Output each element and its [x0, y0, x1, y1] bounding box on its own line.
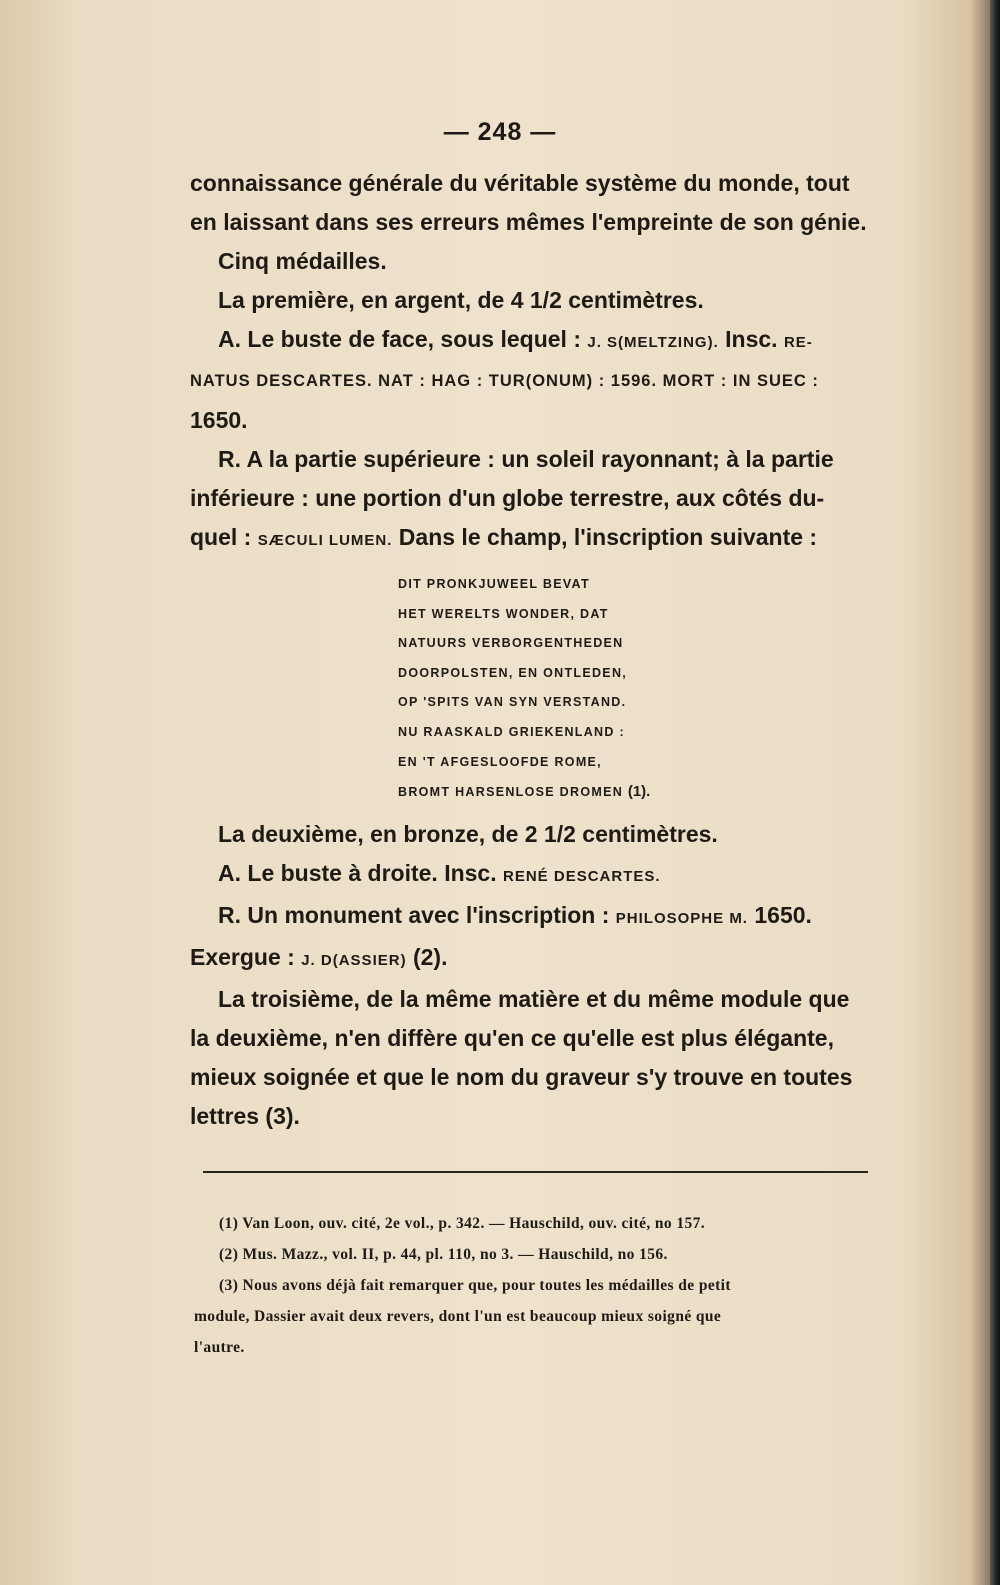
avers-1-insc: Insc. — [725, 326, 778, 352]
deuxieme-medaille: La deuxième, en bronze, de 2 1/2 centimètres. — [218, 821, 718, 847]
poem-line: OP 'SPITS VAN SYN VERSTAND. — [398, 695, 627, 710]
avers-1-engraver: J. S(MELTZING). — [587, 334, 719, 351]
exergue-engraver: J. D(ASSIER) — [301, 952, 407, 969]
avers-1-prefix: A. Le buste de face, sous lequel : — [218, 326, 581, 352]
revers-1-champ: Dans le champ, l'inscription suivante : — [398, 524, 818, 550]
revers-1-motto: SÆCULI LUMEN. — [257, 532, 393, 549]
troisieme-line2: la deuxième, n'en diffère qu'en ce qu'elle est plus élégante, — [190, 1025, 834, 1051]
poem-line: DOORPOLSTEN, EN ONTLEDEN, — [398, 665, 628, 680]
poem-line: NATUURS VERBORGENTHEDEN — [398, 636, 624, 651]
avers-1-line2: NATUS DESCARTES. NAT : HAG : TUR(ONUM) : 1596. MORT : IN SUEC : — [190, 372, 819, 390]
lower-text-block — [190, 815, 870, 1136]
para1-line2: en laissant dans ses erreurs mêmes l'empreinte de son génie. — [190, 209, 867, 235]
exergue-prefix: Exergue : — [190, 944, 295, 970]
revers-2-prefix: R. Un monument avec l'inscription : — [218, 902, 610, 928]
cinq-medailles: Cinq médailles. — [218, 248, 387, 274]
revers-2-year: 1650. — [754, 902, 812, 928]
premiere-medaille: La première, en argent, de 4 1/2 centimètres. — [218, 287, 704, 313]
poem-footnote-ref: (1). — [627, 783, 651, 801]
troisieme-line4: lettres (3). — [190, 1103, 300, 1129]
avers-1-line3: 1650. — [190, 407, 248, 433]
book-spine — [990, 0, 1000, 1585]
poem-line: NU RAASKALD GRIEKENLAND : — [398, 724, 625, 739]
exergue — [190, 938, 870, 980]
upper-text-block — [190, 164, 870, 560]
poem-line-last — [398, 777, 698, 808]
page-number: — 248 — — [443, 118, 557, 146]
footnotes — [194, 1208, 866, 1363]
avers-1-line1 — [190, 320, 870, 362]
para1-line1: connaissance générale du véritable système du monde, tout — [190, 170, 850, 196]
revers-2 — [190, 896, 870, 938]
revers-1-line3 — [190, 518, 870, 560]
footnote-3-line3: l'autre. — [194, 1339, 245, 1356]
avers-2 — [190, 854, 870, 896]
exergue-ref: (2). — [412, 944, 448, 970]
revers-1-quel: quel : — [190, 524, 252, 550]
avers-2-prefix: A. Le buste à droite. Insc. — [218, 860, 497, 886]
poem-line: HET WERELTS WONDER, DAT — [398, 606, 609, 621]
avers-1-inscription-start: RE- — [783, 334, 813, 351]
revers-1-line2: inférieure : une portion d'un globe terrestre, aux côtés du- — [190, 485, 825, 511]
footnote-divider — [203, 1171, 868, 1173]
avers-2-inscription: RENÉ DESCARTES. — [503, 868, 661, 885]
poem-line: DIT PRONKJUWEEL BEVAT — [398, 577, 590, 591]
troisieme-line3: mieux soignée et que le nom du graveur s'y trouve en toutes — [190, 1064, 853, 1090]
footnote-1: (1) Van Loon, ouv. cité, 2e vol., p. 342. — Hauschild, ouv. cité, no 157. — [219, 1215, 706, 1232]
revers-1-line1: R. A la partie supérieure : un soleil rayonnant; à la partie — [218, 446, 834, 472]
troisieme-line1: La troisième, de la même matière et du même module que — [218, 986, 850, 1012]
footnote-3-line1: (3) Nous avons déjà fait remarquer que, pour toutes les médailles de petit — [219, 1277, 731, 1294]
revers-2-inscription: PHILOSOPHE M. — [615, 910, 748, 927]
inscription-poem — [398, 570, 698, 808]
poem-line: EN 'T AFGESLOOFDE ROME, — [398, 754, 602, 769]
footnote-2: (2) Mus. Mazz., vol. II, p. 44, pl. 110, no 3. — Hauschild, no 156. — [219, 1246, 668, 1263]
footnote-3-line2: module, Dassier avait deux revers, dont l'un est beaucoup mieux soigné que — [194, 1308, 722, 1325]
poem-line: BROMT HARSENLOSE DROMEN — [398, 785, 624, 800]
